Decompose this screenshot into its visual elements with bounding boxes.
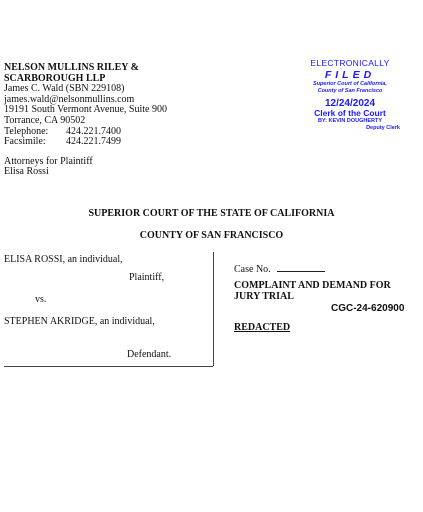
caption-horizontal-rule: [4, 366, 213, 367]
address-line2: Torrance, CA 90502: [4, 114, 86, 126]
filing-stamp: [292, 58, 408, 131]
stamp-by: BY: KEVIN DOUGHERTY: [317, 118, 383, 124]
stamp-deputy: Deputy Clerk: [366, 124, 400, 131]
counsel-block: [4, 63, 167, 178]
redacted-label: REDACTED: [234, 322, 291, 333]
stamp-filed: FILED: [324, 69, 376, 81]
stamp-clerk: Clerk of the Court: [314, 108, 386, 118]
case-number-row: [234, 262, 325, 275]
defendant-name: STEPHEN AKRIDGE, an individual,: [4, 316, 155, 327]
facsimile-label: Facsimile:: [4, 136, 46, 148]
facsimile-number: 424.221.7499: [66, 136, 121, 148]
facsimile-row: [4, 137, 167, 148]
telephone-number: 424.221.7400: [66, 125, 121, 137]
case-number-blank: [277, 262, 325, 272]
attorney-name: James C. Wald (SBN 229108): [4, 83, 125, 95]
stamp-county: County of San Francisco: [317, 87, 383, 94]
firm-name-line2: SCARBOROUGH LLP: [4, 72, 106, 84]
plaintiff-role: Plaintiff,: [129, 272, 165, 283]
document-title-line1: COMPLAINT AND DEMAND FOR: [234, 280, 391, 291]
telephone-label: Telephone:: [4, 125, 49, 137]
defendant-role: Defendant.: [127, 349, 172, 360]
client-name: Elisa Rossi: [4, 166, 49, 178]
court-county: COUNTY OF SAN FRANCISCO: [139, 230, 284, 241]
attorneys-for: Attorneys for Plaintiff: [4, 155, 93, 167]
document-title: [234, 281, 391, 302]
plaintiff-name: ELISA ROSSI, an individual,: [4, 254, 123, 265]
versus: vs.: [35, 294, 47, 305]
firm-name-line1: NELSON MULLINS RILEY &: [4, 62, 139, 73]
document-title-line2: JURY TRIAL: [234, 290, 294, 302]
attorney-email[interactable]: james.wald@nelsonmullins.com: [4, 93, 135, 105]
case-number-label: Case No.: [234, 264, 271, 275]
stamp-date: 12/24/2024: [324, 98, 376, 109]
caption-vertical-rule: [213, 252, 214, 366]
court-name: SUPERIOR COURT OF THE STATE OF CALIFORNIA: [88, 208, 335, 219]
stamp-court: Superior Court of California,: [313, 81, 387, 87]
case-id: CGC-24-620900: [331, 303, 405, 314]
address-line1: 19191 South Vermont Avenue, Suite 900: [4, 104, 167, 116]
stamp-electronically: ELECTRONICALLY: [310, 58, 390, 68]
